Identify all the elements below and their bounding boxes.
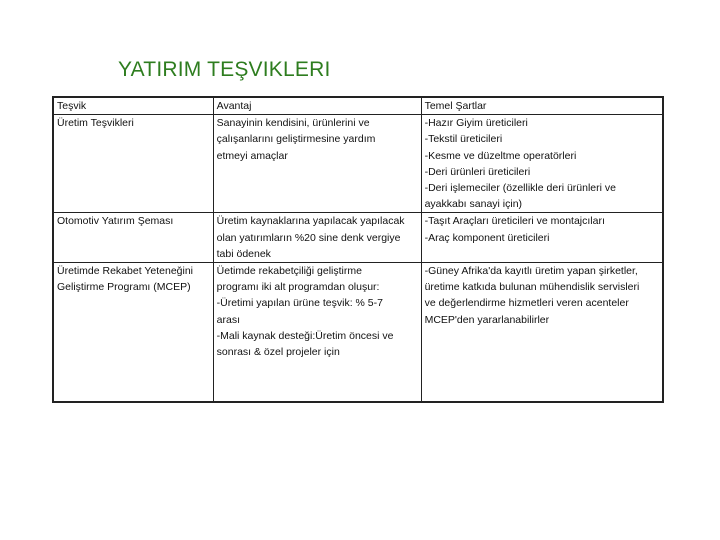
advantage-cell [213,263,421,403]
advantage-line: sonrası & özel projeler için [216,346,340,359]
table-row [53,213,663,263]
requirement-line: -Hazır Giyim üreticileri [424,117,528,130]
requirements-cell [421,115,663,213]
incentive-name-line: Geliştirme Programı (MCEP) [57,281,191,294]
incentive-name: Otomotiv Yatırım Şeması [57,215,174,228]
incentive-name-line: Üretimde Rekabet Yeteneğini [57,265,194,278]
requirement-line: -Güney Afrika'da kayıtlı üretim yapan şirketler, [424,265,638,278]
requirement-line: -Tekstil üreticileri [424,133,503,146]
incentive-name: Üretim Teşvikleri [57,117,134,130]
advantage-line: arası [216,313,240,326]
incentive-cell [53,213,213,263]
advantage-cell [213,213,421,263]
requirement-line: -Araç komponent üreticileri [424,231,550,244]
advantage-line: tabi ödenek [216,247,271,260]
header-incentive: Teşvik [53,97,213,115]
table-row [53,115,663,213]
incentive-cell [53,263,213,403]
page-title: YATIRIM TEŞVIKLERI [118,58,331,81]
advantage-cell [213,115,421,213]
incentive-cell [53,115,213,213]
incentives-table [52,96,664,403]
advantage-line: olan yatırımların %20 sine denk vergiye [216,231,401,244]
advantage-line: Üretim kaynaklarına yapılacak yapılacak [216,215,405,228]
table-header-row [53,97,663,115]
header-advantage: Avantaj [213,97,421,115]
requirement-line: ve değerlendirme hizmetleri veren acenteler [424,297,629,310]
advantage-line: -Mali kaynak desteği:Üretim öncesi ve [216,329,394,342]
requirement-line: -Deri işlemeciler (özellikle deri ürünleri ve [424,182,616,195]
advantage-line: Üetimde rekabetçiliği geliştirme [216,265,362,278]
requirement-line: üretime katkıda bulunan mühendislik servisleri [424,281,640,294]
advantage-line: Sanayinin kendisini, ürünlerini ve [216,117,370,130]
advantage-line: çalışanlarını geliştirmesine yardım [216,133,376,146]
requirements-cell [421,263,663,403]
header-requirements: Temel Şartlar [421,97,663,115]
requirement-line: -Kesme ve düzeltme operatörleri [424,149,577,162]
requirement-line: ayakkabı sanayi için) [424,198,523,211]
requirement-line: MCEP'den yararlanabilirler [424,313,550,326]
advantage-line: -Üretimi yapılan ürüne teşvik: % 5-7 [216,297,383,310]
table-row [53,263,663,403]
requirement-line: -Taşıt Araçları üreticileri ve montajcıları [424,215,605,228]
advantage-line: etmeyi amaçlar [216,149,288,162]
advantage-line: programı iki alt programdan oluşur: [216,281,380,294]
requirement-line: -Deri ürünleri üreticileri [424,165,531,178]
requirements-cell [421,213,663,263]
